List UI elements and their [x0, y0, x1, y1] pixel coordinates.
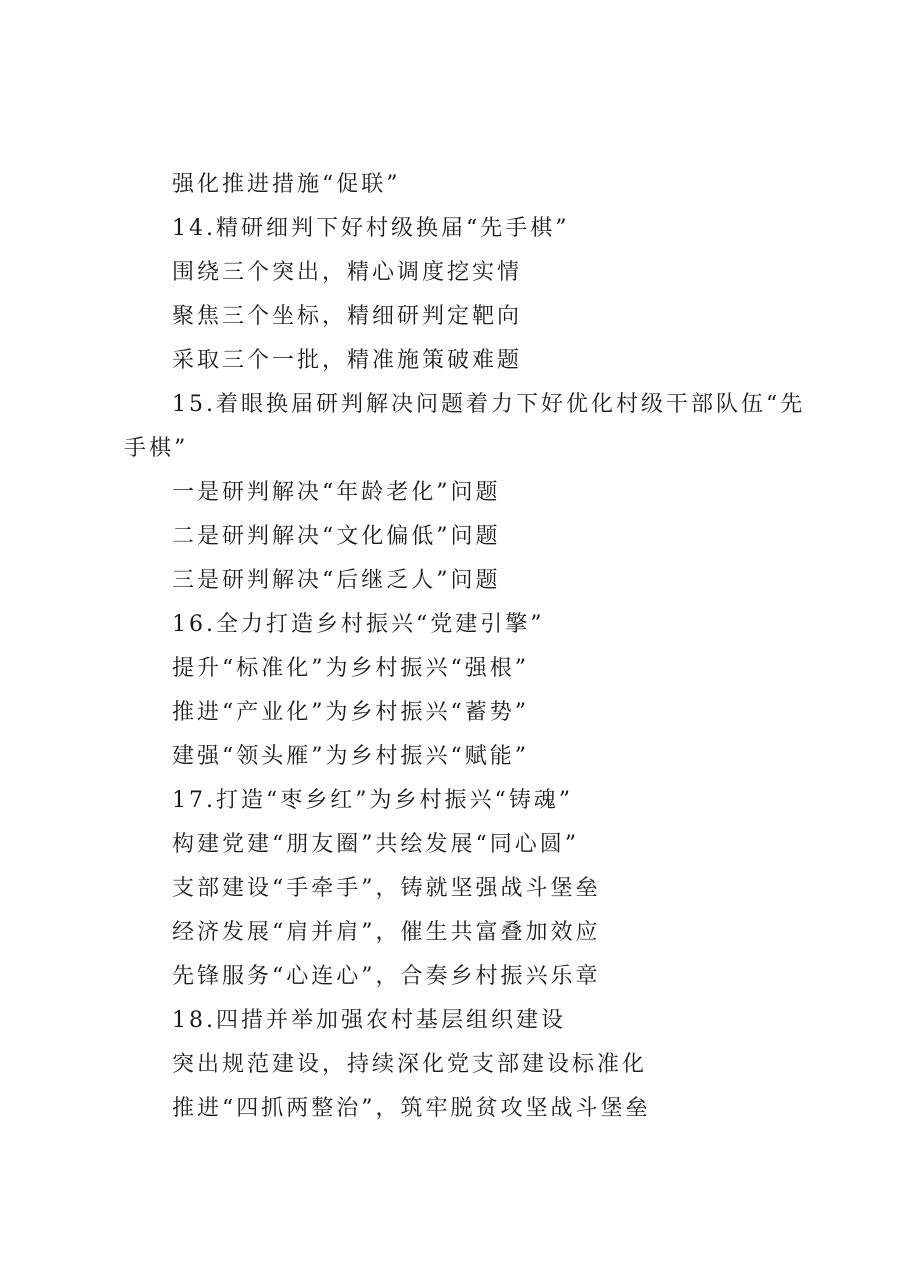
section-heading-15: 15.着眼换届研判解决问题着力下好优化村级干部队伍“先手棋”: [124, 392, 806, 461]
paragraph-line: 二是研判解决“文化偏低”问题: [172, 524, 501, 549]
paragraph-line: 构建党建“朋友圈”共绘发展“同心圆”: [172, 832, 579, 857]
paragraph-line: 强化推进措施“促联”: [172, 172, 401, 197]
paragraph-line: 推进“四抓两整治”，筑牢脱贫攻坚战斗堡垒: [172, 1096, 651, 1121]
paragraph-line: 围绕三个突出，精心调度挖实情: [172, 260, 523, 285]
paragraph-line: 提升“标准化”为乡村振兴“强根”: [172, 656, 529, 681]
paragraph-line: 先锋服务“心连心”，合奏乡村振兴乐章: [172, 964, 601, 989]
paragraph-line: 一是研判解决“年龄老化”问题: [172, 480, 501, 505]
section-heading-14: 14.精研细判下好村级换届“先手棋”: [172, 216, 570, 241]
section-heading-17: 17.打造“枣乡红”为乡村振兴“铸魂”: [172, 788, 573, 813]
section-heading-16: 16.全力打造乡村振兴“党建引擎”: [172, 612, 545, 637]
paragraph-line: 突出规范建设，持续深化党支部建设标准化: [172, 1052, 648, 1077]
document-body: [124, 163, 814, 1131]
paragraph-line: 推进“产业化”为乡村振兴“蓄势”: [172, 700, 529, 725]
paragraph-line: 三是研判解决“后继乏人”问题: [172, 568, 501, 593]
paragraph-line: 经济发展“肩并肩”，催生共富叠加效应: [172, 920, 601, 945]
paragraph-line: 采取三个一批，精准施策破难题: [172, 348, 523, 373]
paragraph-line: 建强“领头雁”为乡村振兴“赋能”: [172, 744, 529, 769]
paragraph-line: 支部建设“手牵手”，铸就坚强战斗堡垒: [172, 876, 601, 901]
paragraph-line: 聚焦三个坐标，精细研判定靶向: [172, 304, 523, 329]
section-heading-18: 18.四措并举加强农村基层组织建设: [172, 1008, 566, 1033]
